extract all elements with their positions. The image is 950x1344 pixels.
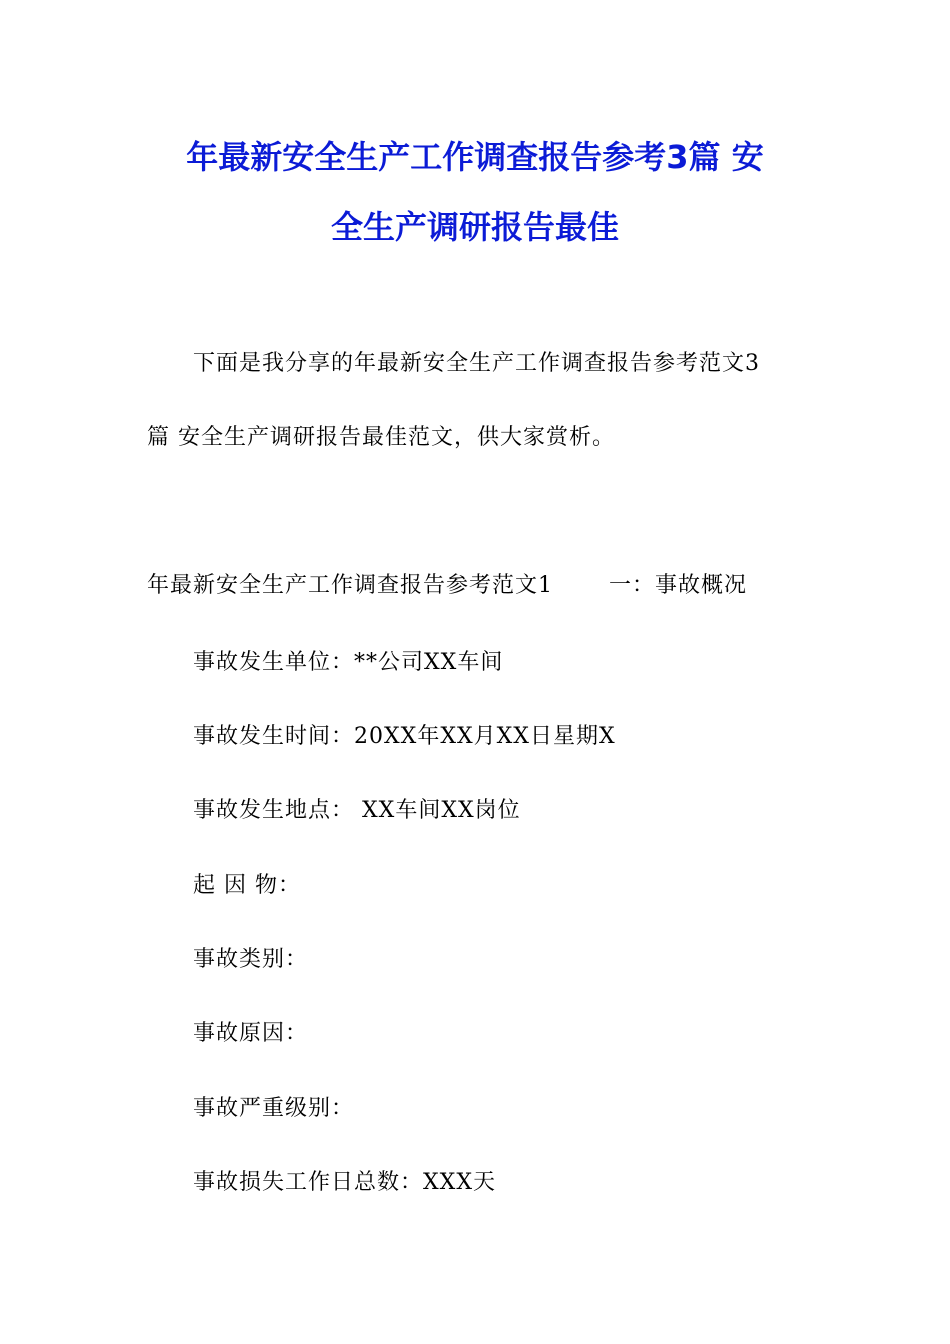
field-accident-unit: 事故发生单位：**公司XX车间 (193, 650, 504, 675)
section-subtitle: 一：事故概况 (609, 573, 748, 598)
field-causing-object: 起 因 物： (193, 873, 301, 898)
field-accident-cause: 事故原因： (193, 1021, 309, 1046)
field-lost-workdays: 事故损失工作日总数：XXX天 (193, 1170, 496, 1195)
field-severity-level: 事故严重级别： (193, 1096, 355, 1121)
field-accident-location: 事故发生地点： XX车间XX岗位 (193, 798, 521, 823)
field-accident-category: 事故类别： (193, 947, 309, 972)
intro-paragraph-line-2: 篇 安全生产调研报告最佳范文，供大家赏析。 (147, 425, 615, 450)
document-title-line-2: 全生产调研报告最佳 (330, 208, 619, 246)
field-accident-time: 事故发生时间：20XX年XX月XX日星期X (193, 724, 616, 749)
document-title-line-1: 年最新安全生产工作调查报告参考3篇 安 (186, 138, 764, 176)
intro-paragraph-line-1: 下面是我分享的年最新安全生产工作调查报告参考范文3 (193, 351, 760, 376)
section-heading (147, 568, 747, 599)
section-title: 年最新安全生产工作调查报告参考范文1 (147, 573, 553, 598)
